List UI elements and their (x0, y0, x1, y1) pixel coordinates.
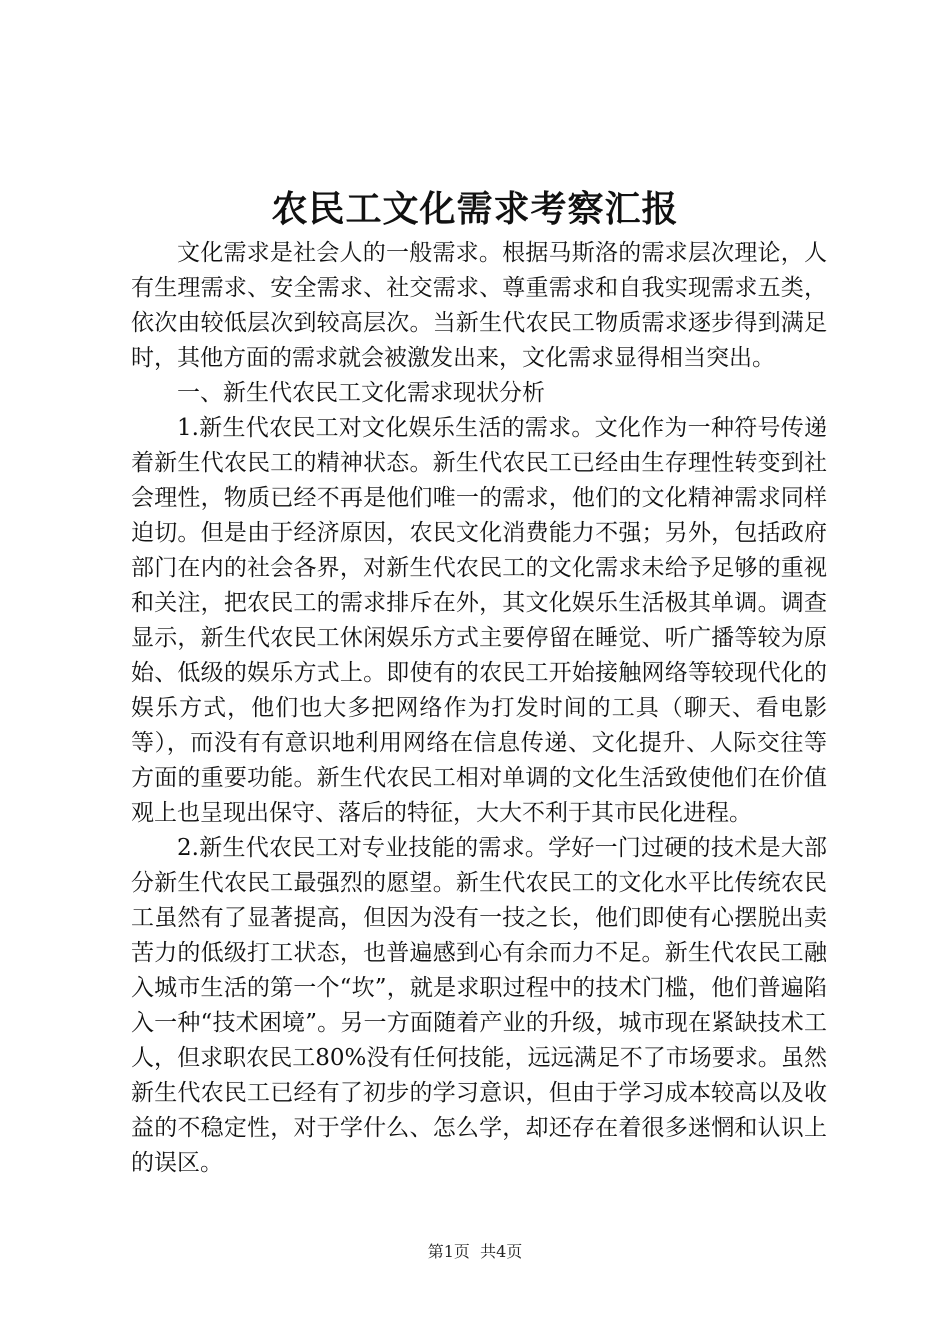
paragraph-entertainment-needs: 1.新生代农民工对文化娱乐生活的需求。文化作为一种符号传递着新生代农民工的精神状态。新生代农民工已经由生存理性转变到社会理性，物质已经不再是他们唯一的需求，他们的文化精神需求同样迫切。但是由于经济原因，农民文化消费能力不强；另外，包括政府部门在内的社会各界，对新生代农民工的文化需求未给予足够的重视和关注，把农民工的需求排斥在外，其文化娱乐生活极其单调。调查显示，新生代农民工休闲娱乐方式主要停留在睡觉、听广播等较为原始、低级的娱乐方式上。即使有的农民工开始接触网络等较现代化的娱乐方式，他们也大多把网络作为打发时间的工具（聊天、看电影等），而没有有意识地利用网络在信息传递、文化提升、人际交往等方面的重要功能。新生代农民工相对单调的文化生活致使他们在价值观上也呈现出保守、落后的特征，大大不利于其市民化进程。 (131, 415, 827, 826)
paragraph-skill-needs: 2.新生代农民工对专业技能的需求。学好一门过硬的技术是大部分新生代农民工最强烈的愿望。新生代农民工的文化水平比传统农民工虽然有了显著提高，但因为没有一技之长，他们即使有心摆脱出卖苦力的低级打工状态，也普遍感到心有余而力不足。新生代农民工融入城市生活的第一个“坎”，就是求职过程中的技术门槛，他们普遍陷入一种“技术困境”。另一方面随着产业的升级，城市现在紧缺技术工人，但求职农民工80%没有任何技能，远远满足不了市场要求。虽然新生代农民工已经有了初步的学习意识，但由于学习成本较高以及收益的不稳定性，对于学什么、怎么学，却还存在着很多迷惘和认识上的误区。 (131, 835, 827, 1176)
footer-separator (470, 1242, 480, 1261)
section-heading: 一、新生代农民工文化需求现状分析 (177, 380, 545, 406)
page-number: 第1页 (427, 1242, 470, 1261)
document-title: 农民工文化需求考察汇报 (271, 188, 679, 230)
paragraph-intro: 文化需求是社会人的一般需求。根据马斯洛的需求层次理论，人有生理需求、安全需求、社交需求、尊重需求和自我实现需求五类，依次由较低层次到较高层次。当新生代农民工物质需求逐步得到满足时，其他方面的需求就会被激发出来，文化需求显得相当突出。 (131, 240, 827, 371)
document-body (131, 236, 827, 1181)
page-total: 共4页 (480, 1242, 523, 1261)
page-footer (0, 1242, 950, 1262)
